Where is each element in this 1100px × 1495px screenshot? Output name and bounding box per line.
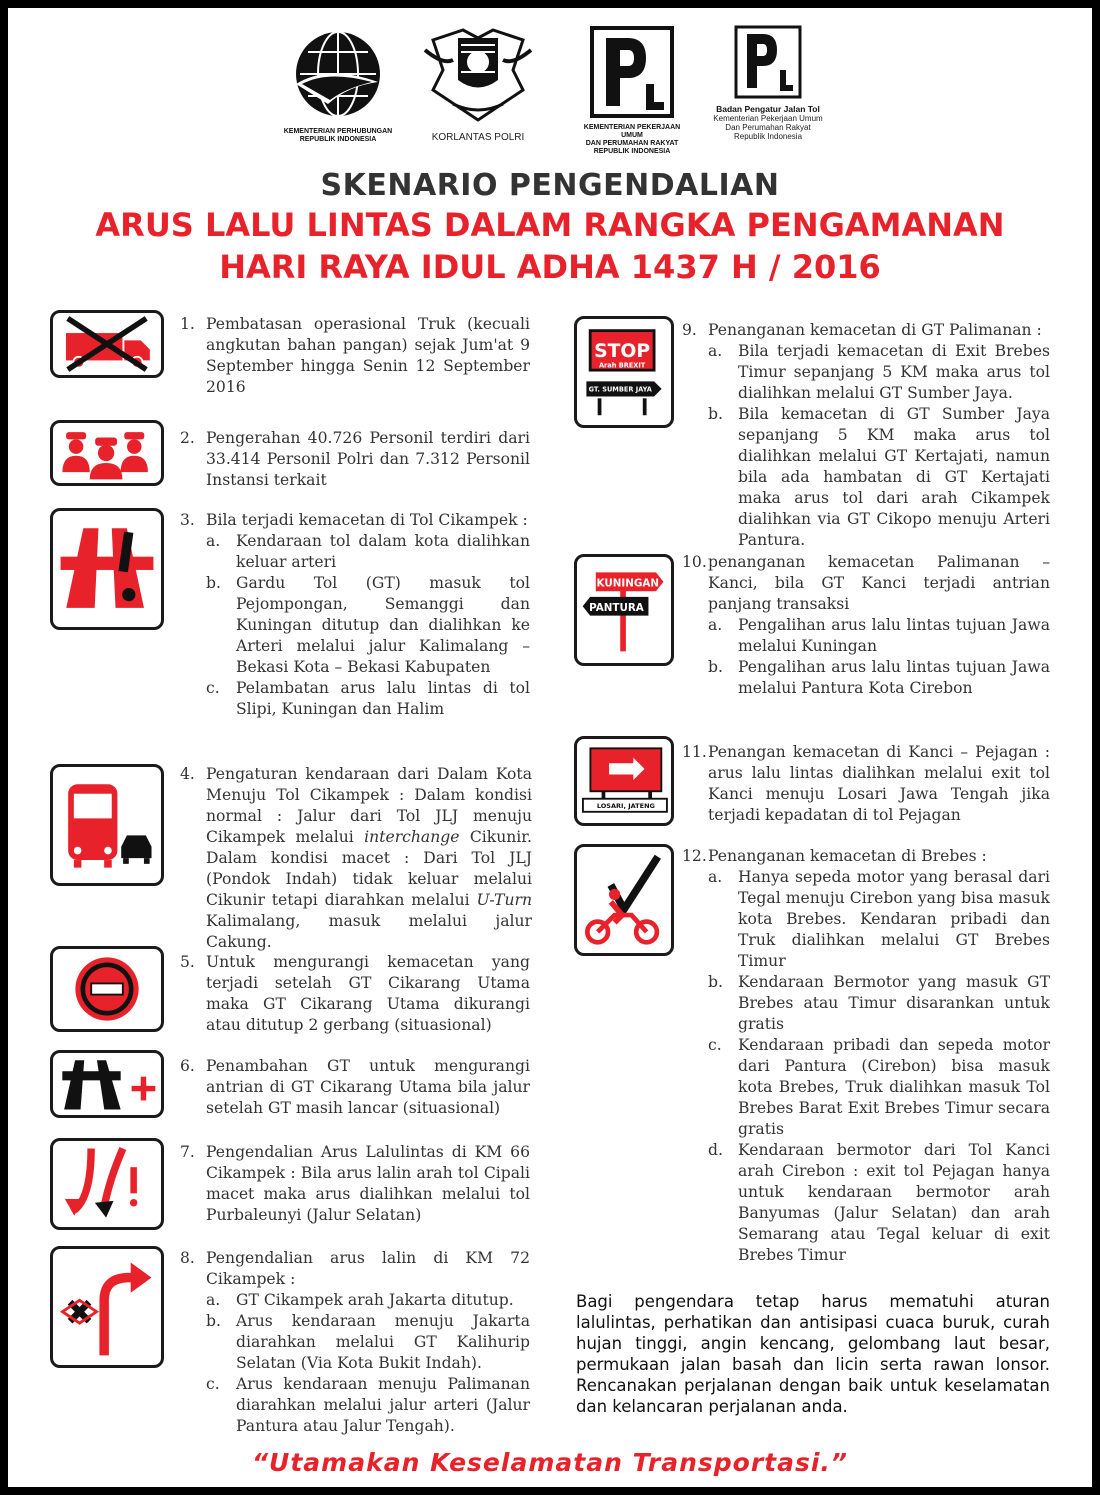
diversion-arrow-icon: [50, 1138, 164, 1230]
sub-item-d: [708, 1140, 1050, 1266]
item-number: 5.: [180, 953, 195, 971]
item-number: 7.: [180, 1143, 195, 1161]
sub-label: c.: [206, 1375, 220, 1393]
korlantas-caption: KORLANTAS POLRI: [431, 132, 525, 143]
sub-label: c.: [708, 1036, 722, 1054]
turn-right-arrow-icon: [50, 1246, 164, 1368]
item-text-emphasis: interchange: [364, 828, 460, 846]
poster: [8, 8, 1092, 1487]
korlantas-logo: [418, 20, 538, 143]
bus-car-icon: [50, 764, 164, 886]
no-truck-icon: [50, 310, 164, 378]
item-11: [682, 742, 1050, 826]
direction-signpost-icon: [574, 554, 674, 666]
item-text: Pembatasan operasional Truk (kecuali angkutan bahan pangan) sejak Jum'at 9 September hingga Senin 12 September 2016: [206, 315, 530, 396]
sub-item-a: [708, 341, 1050, 404]
item-text: [206, 764, 532, 953]
item-3: [180, 510, 530, 720]
motorcycle-check-icon: [574, 844, 674, 956]
sub-text: Arus kendaraan menuju Palimanan diarahkan melalui jalur arteri (Jalur Pantura atau Jalur Tengah).: [236, 1375, 530, 1435]
item-9: [682, 320, 1050, 551]
toll-road-warning-icon: [50, 508, 164, 630]
sub-text: Pelambatan arus lalu lintas di tol Slipi, Kuningan dan Halim: [236, 679, 530, 718]
sub-item-b: [708, 657, 1050, 699]
losari-sign-text: LOSARI, JATENG: [596, 802, 655, 811]
item-text: Penambahan GT untuk mengurangi antrian di GT Cikarang Utama bila jalur setelah GT masih lancar (situasional): [206, 1057, 530, 1117]
item-text: Pengendalian arus lalin di KM 72 Cikampek :: [206, 1249, 530, 1288]
sub-text: Pengalihan arus lalu lintas tujuan Jawa melalui Kuningan: [738, 616, 1050, 655]
item-7: [180, 1142, 530, 1226]
item-2: [180, 428, 530, 491]
sub-label: a.: [708, 868, 723, 886]
sub-text: Kendaraan pribadi dan sepeda motor dari Pantura (Cirebon) bisa masuk kota Brebes, Truk dialihkan masuk Tol Brebes Barat Exit Brebes Timur secara gratis: [738, 1036, 1050, 1138]
item-text-part: Kalimalang, masuk melalui jalur Cakung.: [206, 912, 532, 951]
sub-item-c: [708, 1035, 1050, 1140]
item-number: 2.: [180, 429, 195, 447]
globe-eagle-icon: [288, 24, 388, 124]
sumber-jaya-sign-text: GT. SUMBER JAYA: [588, 385, 652, 394]
sub-text: GT Cikampek arah Jakarta ditutup.: [236, 1291, 514, 1309]
item-text: Bila terjadi kemacetan di Tol Cikampek :: [206, 511, 528, 529]
stop-sign-icon: [574, 316, 674, 428]
sub-text: Pengalihan arus lalu lintas tujuan Jawa melalui Pantura Kota Cirebon: [738, 658, 1050, 697]
item-6: [180, 1056, 530, 1119]
sub-label: a.: [206, 1291, 221, 1309]
sub-item-b: [206, 1311, 530, 1374]
sub-label: a.: [206, 532, 221, 550]
sub-text: Bila kemacetan di GT Sumber Jaya sepanjang 5 KM maka arus tol dialihkan melalui GT Kertajati, namun bila ada hambatan di GT Kertajati maka arus tol dari arah Cikampek dialihkan via GT Cikopo menuju Arteri Pantura.: [738, 405, 1050, 549]
item-number: 11.: [682, 743, 707, 761]
pupr-logo: [576, 24, 688, 156]
item-number: 1.: [180, 315, 195, 333]
sub-item-a: [206, 531, 530, 573]
sub-label: c.: [206, 679, 220, 697]
sub-item-c: [206, 678, 530, 720]
item-text-part: Pengaturan kendaraan dari Dalam Kota Menuju Tol Cikampek : Dalam kondisi normal : Jalur dari Tol JLJ menuju Cikampek melalui: [206, 765, 532, 846]
add-toll-gate-icon: [50, 1050, 164, 1118]
kuningan-sign-text: KUNINGAN: [596, 577, 659, 590]
item-text: Penanganan kemacetan di Brebes :: [708, 847, 987, 865]
pupr-emblem-icon: [588, 24, 676, 120]
item-number: 6.: [180, 1057, 195, 1075]
item-10: [682, 552, 1050, 699]
sub-label: d.: [708, 1141, 723, 1159]
police-personnel-icon: [50, 420, 164, 486]
sub-text: Kendaraan Bermotor yang masuk GT Brebes atau Timur disarankan untuk gratis: [738, 973, 1050, 1033]
pupr-caption: KEMENTERIAN PEKERJAAN UMUM DAN PERUMAHAN RAKYAT REPUBLIK INDONESIA: [583, 124, 681, 155]
sub-text: Gardu Tol (GT) masuk tol Pejompongan, Semanggi dan Kuningan ditutup dan dialihkan ke Arteri melalui jalur Kalimalang – Bekasi Kota – Bekasi Kabupaten: [236, 574, 530, 676]
kemenhub-caption: KEMENTERIAN PERHUBUNGAN REPUBLIK INDONESIA: [283, 128, 393, 143]
sub-text: Bila terjadi kemacetan di Exit Brebes Timur sepanjang 5 KM maka arus tol dialihkan melalui GT Sumber Jaya.: [738, 342, 1050, 402]
item-number: 9.: [682, 321, 697, 339]
item-number: 12.: [682, 847, 707, 865]
kemenhub-logo: [278, 24, 398, 144]
sub-item-a: [708, 867, 1050, 972]
item-number: 4.: [180, 765, 195, 783]
sub-text: Hanya sepeda motor yang berasal dari Tegal menuju Cirebon yang bisa masuk kota Brebes. Kendaran pribadi dan Truk dialihkan melalui GT Brebes Timur: [738, 868, 1050, 970]
sub-item-c: [206, 1374, 530, 1437]
bpjt-logo: [708, 24, 828, 141]
item-text: Penangan kemacetan di Kanci – Pejagan : arus lalu lintas dialihkan melalui exit tol Kanci menuju Losari Jawa Tengah jika terjadi kepadatan di tol Pejagan: [708, 743, 1050, 824]
sub-item-b: [206, 573, 530, 678]
sub-label: b.: [708, 658, 723, 676]
sub-item-b: [708, 972, 1050, 1035]
item-text: Pengendalian Arus Lalulintas di KM 66 Cikampek : Bila arus lalin arah tol Cipali macet maka arus dialihkan melalui tol Purbaleunyi (Jalur Selatan): [206, 1143, 530, 1224]
sub-item-b: [708, 404, 1050, 551]
police-badge-icon: [423, 20, 533, 128]
item-8: [180, 1248, 530, 1437]
item-text-emphasis: U-Turn: [476, 891, 532, 909]
no-entry-icon: [50, 946, 164, 1032]
bpjt-emblem-icon: [733, 24, 803, 100]
motto: “Utamakan Keselamatan Transportasi.”: [251, 1448, 849, 1477]
sub-text: Kendaraan bermotor dari Tol Kanci arah Cirebon : exit tol Pejagan hanya untuk kendaraan bermotor arah Banyumas (Jalur Selatan) dan arah Semarang atau Tegal keluar di exit Brebes Timur: [738, 1141, 1050, 1264]
sub-text: Kendaraan tol dalam kota dialihkan keluar arteri: [236, 532, 530, 571]
item-12: [682, 846, 1050, 1266]
sub-item-a: [708, 615, 1050, 657]
title-line-2: ARUS LALU LINTAS DALAM RANGKA PENGAMANAN: [95, 206, 1005, 244]
item-number: 10.: [682, 553, 707, 571]
sub-text: Arus kendaraan menuju Jakarta diarahkan melalui GT Kalihurip Selatan (Via Kota Bukit Indah).: [236, 1312, 530, 1372]
item-text: Pengerahan 40.726 Personil terdiri dari 33.414 Personil Polri dan 7.312 Personil Instansi terkait: [206, 429, 530, 489]
pantura-sign-text: PANTURA: [589, 601, 644, 614]
item-4: [180, 764, 532, 953]
sub-label: b.: [206, 574, 221, 592]
sub-label: b.: [708, 405, 723, 423]
sub-label: a.: [708, 342, 723, 360]
item-number: 8.: [180, 1249, 195, 1267]
exit-signboard-icon: [574, 736, 674, 826]
sub-label: b.: [708, 973, 723, 991]
bpjt-title: Badan Pengatur Jalan Tol: [716, 104, 820, 114]
item-text: penanganan kemacetan Palimanan – Kanci, bila GT Kanci terjadi antrian panjang transaksi: [708, 553, 1050, 613]
item-text: Penanganan kemacetan di GT Palimanan :: [708, 321, 1042, 339]
stop-sign-subtext: Arah BREXIT: [598, 361, 646, 370]
closing-advice: Bagi pengendara tetap harus mematuhi aturan lalulintas, perhatikan dan antisipasi cuaca buruk, curah hujan tinggi, angin kencang, gelombang laut besar, permukaan jalan basah dan licin serta rawan lonsor. Rencanakan perjalanan dengan baik untuk keselamatan dan kelancaran perjalanan anda.: [576, 1292, 1050, 1416]
item-text-part: Cikunir. Dalam kondisi macet : Dari Tol JLJ (Pondok Indah) tidak keluar melalui Cikunir tetapi diarahkan melalui: [206, 828, 532, 909]
sub-label: a.: [708, 616, 723, 634]
title-line-1: SKENARIO PENGENDALIAN: [320, 168, 780, 203]
item-1: [180, 314, 530, 398]
item-number: 3.: [180, 511, 195, 529]
sub-item-a: [206, 1290, 530, 1311]
sub-label: b.: [206, 1312, 221, 1330]
title-line-3: HARI RAYA IDUL ADHA 1437 H / 2016: [219, 248, 881, 286]
bpjt-caption: Kementerian Pekerjaan Umum Dan Perumahan Rakyat Republik Indonesia: [713, 114, 823, 141]
item-5: [180, 952, 530, 1036]
stop-sign-text: STOP: [594, 340, 651, 362]
item-text: Untuk mengurangi kemacetan yang terjadi setelah GT Cikarang Utama maka GT Cikarang Utama dikurangi atau ditutup 2 gerbang (situasional): [206, 953, 530, 1034]
